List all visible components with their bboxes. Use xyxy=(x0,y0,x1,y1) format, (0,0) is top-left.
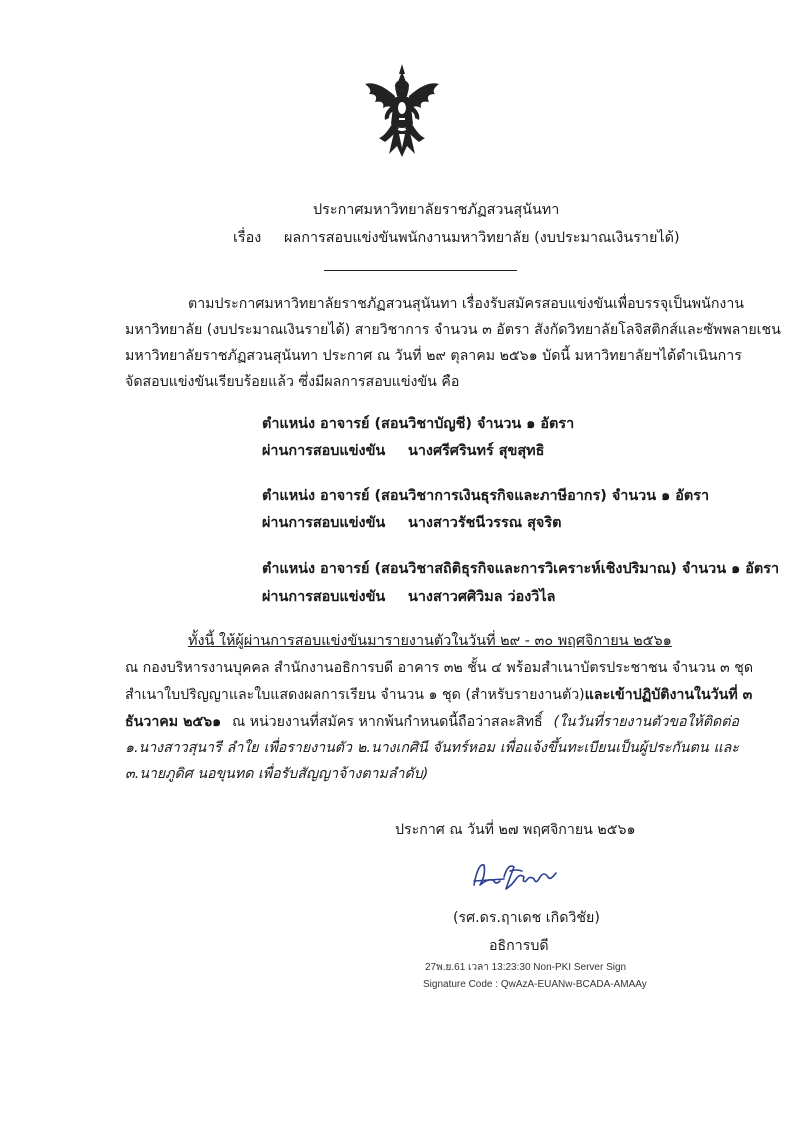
notice-documents: สำเนาใบปริญญาและใบแสดงผลการเรียน จำนวน ๑ ชุด (สำหรับรายงานตัว) xyxy=(125,687,585,703)
result-name-2: นางสาวรัชนีวรรณ สุจริต xyxy=(408,515,562,531)
server-sign-stamp: 27พ.ย.61 เวลา 13:23:30 Non-PKI Server Sign xyxy=(425,962,627,973)
notice-line-2: ณ กองบริหารงานบุคคล สำนักงานอธิการบดี อาคาร ๓๒ ชั้น ๔ พร้อมสำเนาบัตรประชาชน จำนวน ๓ ชุด xyxy=(125,660,754,676)
signer-name: (รศ.ดร.ฤาเดช เกิดวิชัย) xyxy=(453,910,600,926)
announce-date: ประกาศ ณ วันที่ ๒๗ พฤศจิกายน ๒๕๖๑ xyxy=(395,822,636,838)
result-pass-label-2: ผ่านการสอบแข่งขัน xyxy=(262,515,386,531)
notice-forfeit: ณ หน่วยงานที่สมัคร หากพ้นกำหนดนี้ถือว่าสละสิทธิ์ xyxy=(231,714,543,730)
signature-code: Signature Code : QwAzA-EUANw-BCADA-AMAAy xyxy=(423,979,647,990)
announcement-title: ประกาศมหาวิทยาลัยราชภัฏสวนสุนันทา xyxy=(313,202,560,218)
intro-line-4: จัดสอบแข่งขันเรียบร้อยแล้ว ซึ่งมีผลการสอบแข่งขัน คือ xyxy=(125,374,460,390)
garuda-emblem-icon xyxy=(359,62,445,158)
intro-line-3: มหาวิทยาลัยราชภัฏสวนสุนันทา ประกาศ ณ วันที่ ๒๙ ตุลาคม ๒๕๖๑ บัดนี้ มหาวิทยาลัยฯได้ดำเนินการ xyxy=(125,348,742,364)
intro-line-1: ตามประกาศมหาวิทยาลัยราชภัฏสวนสุนันทา เรื่องรับสมัครสอบแข่งขันเพื่อบรรจุเป็นพนักงาน xyxy=(188,296,745,312)
notice-contact-intro: (ในวันที่รายงานตัวขอให้ติดต่อ xyxy=(553,714,739,730)
result-position-1: ตำแหน่ง อาจารย์ (สอนวิชาบัญชี) จำนวน ๑ อัตรา xyxy=(262,416,575,432)
subject-label: เรื่อง xyxy=(233,230,262,246)
result-pass-label-3: ผ่านการสอบแข่งขัน xyxy=(262,589,386,605)
notice-line-6: ๓.นายภูดิศ นอขุนทด เพื่อรับสัญญาจ้างตามลำดับ) xyxy=(125,766,429,782)
notice-report-date: ทั้งนี้ ให้ผู้ผ่านการสอบแข่งขันมารายงานตัวในวันที่ ๒๙ - ๓๐ พฤศจิกายน ๒๕๖๑ xyxy=(188,633,672,649)
intro-line-2: มหาวิทยาลัย (งบประมาณเงินรายได้) สายวิชาการ จำนวน ๓ อัตรา สังกัดวิทยาลัยโลจิสติกส์และซัพพลายเชน xyxy=(125,322,781,338)
result-name-1: นางศรีศรินทร์ สุขสุทธิ xyxy=(408,443,545,459)
notice-start-date: ธันวาคม ๒๕๖๑ xyxy=(125,714,222,730)
result-name-3: นางสาวศศิวิมล ว่องวิไล xyxy=(408,589,556,605)
result-pass-label-1: ผ่านการสอบแข่งขัน xyxy=(262,443,386,459)
notice-start-work: และเข้าปฏิบัติงานในวันที่ ๓ xyxy=(584,687,753,703)
title-divider xyxy=(324,270,517,271)
notice-line-3 xyxy=(125,687,753,703)
handwritten-signature xyxy=(470,855,570,895)
result-position-3: ตำแหน่ง อาจารย์ (สอนวิชาสถิติธุรกิจและการวิเคราะห์เชิงปริมาณ) จำนวน ๑ อัตรา xyxy=(262,561,780,577)
signer-title: อธิการบดี xyxy=(489,938,549,954)
notice-line-4 xyxy=(125,715,739,729)
subject-text: ผลการสอบแข่งขันพนักงานมหาวิทยาลัย (งบประมาณเงินรายได้) xyxy=(284,230,680,246)
result-position-2: ตำแหน่ง อาจารย์ (สอนวิชาการเงินธุรกิจและภาษีอากร) จำนวน ๑ อัตรา xyxy=(262,488,710,504)
notice-line-5: ๑.นางสาวสุนารี ลำใย เพื่อรายงานตัว ๒.นางเกศินี จันทร์หอม เพื่อแจ้งขึ้นทะเบียนเป็นผู้ประกันตน และ xyxy=(125,740,739,756)
